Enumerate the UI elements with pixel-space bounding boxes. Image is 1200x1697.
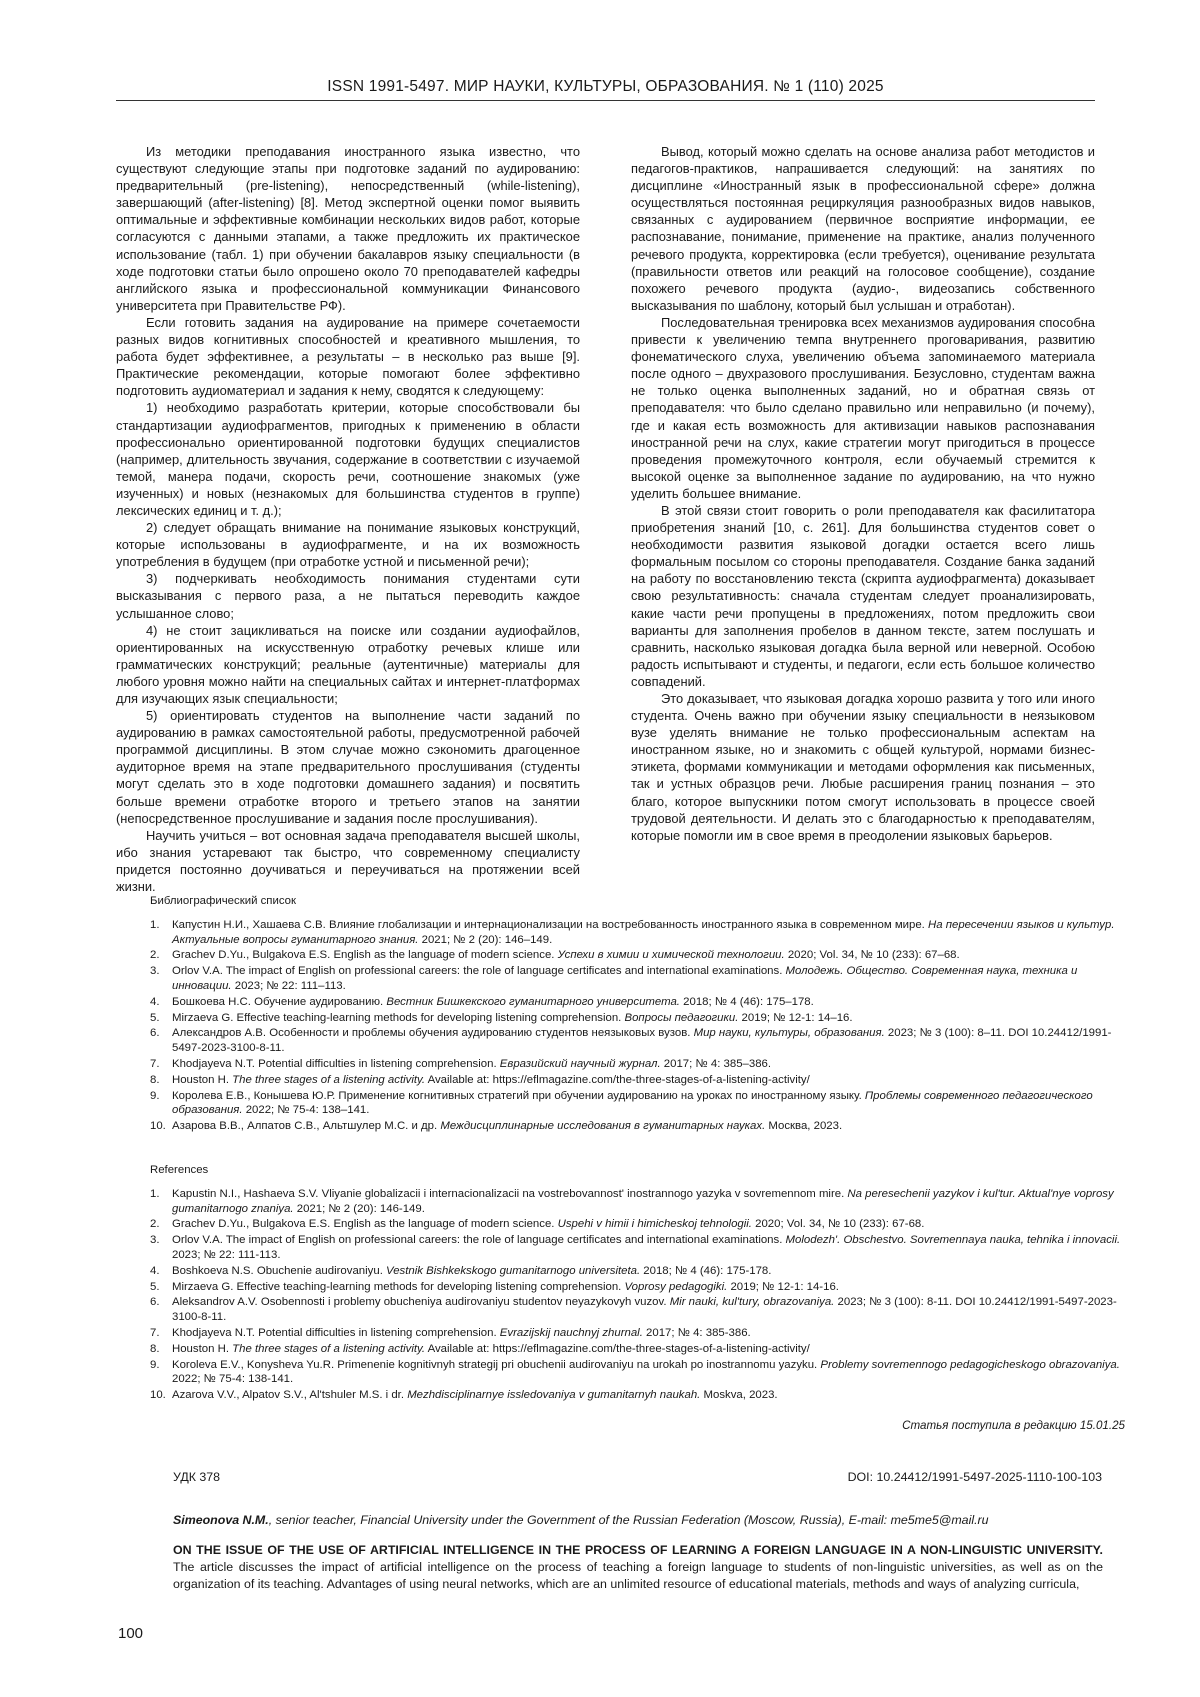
reference-details: 2023; № 3 (100): 8-11. DOI 10.24412/1991-5497-2023-3100-8-11. [172, 1296, 1117, 1324]
reference-item [150, 1342, 1125, 1357]
paragraph: Научить учиться – вот основная задача преподавателя высшей школы, ибо знания устаревают так быстро, что современному специалисту придется постоянно доучиваться и переучиваться на протяжении всей жизни. [116, 827, 580, 895]
doi: DOI: 10.24412/1991-5497-2025-1110-100-103 [847, 1470, 1102, 1484]
reference-number: 7. [150, 1057, 160, 1070]
reference-source: Вопросы педагогики. [624, 1011, 739, 1024]
udk-code: УДК 378 [173, 1470, 221, 1484]
reference-text: Azarova V.V., Alpatov S.V., Al'tshuler M.S. i dr. [172, 1389, 408, 1402]
reference-details: 2023; № 3 (100): 8–11. DOI 10.24412/1991-5497-2023-3100-8-11. [172, 1027, 1112, 1055]
reference-source: The three stages of a listening activity. [232, 1073, 426, 1086]
paragraph: 5) ориентировать студентов на выполнение части заданий по аудированию в рамках самостоятельной работы, предусмотренной рабочей программой дисциплины. В этом случае можно сэкономить драгоценное аудиторное время на этапе предварительного прослушивания (студенты могут сделать это в ходе подготовки домашнего задания) и посвятить больше времени отработке второго и третьего этапов на занятии (непосредственное прослушивание и задания после прослушивания). [116, 708, 580, 826]
reference-item [150, 1358, 1125, 1388]
reference-number: 8. [150, 1073, 160, 1086]
paragraph: 1) необходимо разработать критерии, которые способствовали бы стандартизации аудиофрагментов, пригодных к применению в области профессионально ориентированной подготовки будущих специалистов (например, длительность звучания, содержание в соответствии с изучаемой темой, манера подачи, скорость речи, соотношение знакомых (уже изученных) и новых (незнакомых для большинства студентов в группе) лексических единиц и т. д.); [116, 400, 580, 518]
reference-number: 6. [150, 1296, 160, 1309]
author-name: Simeonova N.M. [173, 1513, 269, 1527]
reference-details: 2022; № 75-4: 138–141. [242, 1104, 370, 1117]
reference-item [150, 1264, 1125, 1279]
reference-source: Междисциплинарные исследования в гуманитарных науках. [440, 1120, 766, 1133]
paragraph: 3) подчеркивать необходимость понимания студентами сути высказывания с первого раза, а не пытаться переводить каждое услышанное слово; [116, 571, 580, 621]
reference-source: На пересечении языков и культур. Актуальные вопросы гуманитарного знания. [172, 918, 1115, 946]
bibliography-ru [150, 894, 1125, 1135]
bibliography-ru-list [150, 918, 1125, 1134]
paragraph: В этой связи стоит говорить о роли преподавателя как фасилитатора приобретения знаний [10, с. 261]. Для большинства студентов совет о необходимости развития языковой догадки остается всего лишь формальным посылом со стороны преподавателя. Создание банка заданий на работу по восстановлению текста (скрипта аудиофрагмента) доказывает свою результативность: сначала студентам следует проанализировать, какие части речи пропущены в предложениях, потом предложить свои варианты для заполнения пробелов в данном тексте, затем послушать и сравнить, насколько языковая догадка была верной или неверной. Особою радость испытывают и студенты, и педагоги, если есть большое количество совпадений. [631, 502, 1095, 689]
reference-text: Азарова В.В., Алпатов С.В., Альтшулер М.С. и др. [172, 1120, 441, 1133]
reference-details: 2023; № 22: 111-113. [172, 1248, 281, 1261]
left-column [116, 143, 580, 895]
reference-text: Kapustin N.I., Hashaeva S.V. Vliyanie globalizacii i internacionalizacii na vostrebovannost' inostrannogo yazyka v sovremennom mire. [172, 1187, 848, 1200]
reference-details: 2020; Vol. 34, № 10 (233): 67–68. [784, 949, 960, 962]
reference-source: Voprosy pedagogiki. [624, 1280, 728, 1293]
received-date: Статья поступила в редакцию 15.01.25 [902, 1419, 1125, 1432]
reference-item [150, 1057, 1125, 1072]
paragraph: 2) следует обращать внимание на понимание языковых конструкций, которые использованы в аудиофрагменте, и на их возможность употребления в будущем (при отработке устной и письменной речи); [116, 520, 580, 570]
reference-details: 2017; № 4: 385–386. [660, 1057, 772, 1070]
right-column [631, 143, 1095, 844]
reference-number: 3. [150, 1234, 160, 1247]
reference-number: 5. [150, 1280, 160, 1293]
running-header: ISSN 1991-5497. МИР НАУКИ, КУЛЬТУРЫ, ОБРАЗОВАНИЯ. № 1 (110) 2025 [327, 78, 884, 95]
bibliography-en [150, 1163, 1125, 1404]
reference-text: Orlov V.A. The impact of English on professional careers: the role of language certificates and international examinations. [172, 965, 786, 978]
reference-number: 9. [150, 1089, 160, 1102]
reference-text: Бошкоева Н.С. Обучение аудированию. [172, 995, 387, 1008]
reference-item [150, 1326, 1125, 1341]
reference-text: Boshkoeva N.S. Obuchenie audirovaniyu. [172, 1264, 387, 1277]
reference-source: Вестник Бишкекского гуманитарного университета. [386, 995, 680, 1008]
paragraph: 4) не стоит зацикливаться на поиске или создании аудиофайлов, ориентированных на искусственную отработку речевых клише или грамматических конструкций; реальные (аутентичные) материалы для любого уровня можно найти на специальных сайтах и интернет-платформах для изучающих язык специальности; [116, 622, 580, 706]
reference-source: Na peresechenii yazykov i kul'tur. Aktual'nye voprosy gumanitarnogo znaniya. [172, 1187, 1114, 1215]
reference-item [150, 1026, 1125, 1056]
reference-text: Mirzaeva G. Effective teaching-learning methods for developing listening comprehension. [172, 1011, 625, 1024]
reference-source: Uspehi v himii i himicheskoj tehnologii. [557, 1218, 752, 1231]
reference-item [150, 1011, 1125, 1026]
reference-number: 1. [150, 918, 160, 931]
reference-item [150, 1295, 1125, 1325]
reference-text: Grachev D.Yu., Bulgakova E.S. English as the language of modern science. [172, 1218, 558, 1231]
reference-number: 3. [150, 965, 160, 978]
reference-details: Москва, 2023. [765, 1120, 843, 1133]
reference-details: 2019; № 12-1: 14-16. [727, 1280, 839, 1293]
reference-details: 2018; № 4 (46): 175–178. [679, 995, 814, 1008]
reference-details: 2021; № 2 (20): 146-149. [293, 1202, 425, 1215]
reference-item [150, 1119, 1125, 1134]
reference-text: Khodjayeva N.T. Potential difficulties in listening comprehension. [172, 1057, 500, 1070]
reference-text: Khodjayeva N.T. Potential difficulties in listening comprehension. [172, 1326, 500, 1339]
reference-item [150, 918, 1125, 948]
reference-details: 2021; № 2 (20): 146–149. [418, 933, 553, 946]
reference-source: Problemy sovremennogo pedagogicheskogo obrazovaniya. [820, 1358, 1120, 1371]
reference-source: Molodezh'. Obschestvo. Sovremennaya nauka, tehnika i innovacii. [785, 1234, 1121, 1247]
reference-item [150, 1187, 1125, 1217]
reference-number: 10. [150, 1120, 166, 1133]
bibliography-en-title: References [150, 1164, 209, 1176]
reference-text: Koroleva E.V., Konysheva Yu.R. Primenenie kognitivnyh strategij pri obuchenii audirovaniyu na urokah po inostrannomu yazyku. [172, 1358, 821, 1371]
reference-source: Евразийский научный журнал. [499, 1057, 661, 1070]
paragraph: Последовательная тренировка всех механизмов аудирования способна привести к увеличению темпа внутреннего проговаривания, развитию фонематического слуха, увеличению объема запоминаемого материала после одного – двухразового прослушивания. Безусловно, студентам важна не только оценка выполненных заданий, но и обратная связь от преподавателя: что было сделано правильно или неправильно (и почему), где и какая есть возможность для активизации навыков распознавания иностранной речи на слух, какие стратегии могут пригодиться в процессе проведения промежуточного контроля, если обучаемый стремится к высокой оценке за выполненное задание по аудированию, на что нужно уделить большее внимание. [631, 314, 1095, 501]
reference-number: 5. [150, 1011, 160, 1024]
reference-number: 2. [150, 949, 160, 962]
abstract [173, 1542, 1103, 1593]
bibliography-en-list [150, 1187, 1125, 1403]
reference-text: Aleksandrov A.V. Osobennosti i problemy obucheniya audirovaniyu studentov neyazykovyh vuzov. [172, 1296, 670, 1309]
reference-source: The three stages of a listening activity. [232, 1342, 426, 1355]
reference-number: 6. [150, 1027, 160, 1040]
reference-item [150, 995, 1125, 1010]
paragraph: Это доказывает, что языковая догадка хорошо развита у того или иного студента. Очень важно при обучении языку специальности в неязыковом вузе уделять внимание не только профессиональным аспектам на иностранном языке, но и знакомить с общей культурой, нормами бизнес-этикета, формами коммуникации и методами оформления как письменных, так и устных образцов речи. Любые расширения границ познания – это благо, которое выпускники потом смогут использовать в процессе своей трудовой деятельности. И делать это с благодарностью к преподавателям, которые помогли им в свое время в преодолении языковых барьеров. [631, 691, 1095, 843]
reference-source: Evrazijskij nauchnyj zhurnal. [499, 1326, 643, 1339]
reference-text: Капустин Н.И., Хашаева С.В. Влияние глобализации и интернационализации на востребованность иностранного языка в современном мире. [172, 918, 929, 931]
reference-text: Mirzaeva G. Effective teaching-learning methods for developing listening comprehension. [172, 1280, 625, 1293]
reference-text: Houston H. [172, 1073, 233, 1086]
paragraph: Из методики преподавания иностранного языка известно, что существуют следующие этапы при подготовке заданий по аудированию: предварительный (pre-listening), непосредственный (while-listening), завершающий (after-listening) [8]. Метод экспертной оценки помог выявить оптимальные и эффективные комбинации нескольких видов работ, которые согласуются с данными этапами, а также предложить их практическое использование (табл. 1) при обучении бакалавров языку специальности (в ходе подготовки статьи было опрошено около 70 преподавателей кафедры английского языка и профессиональной коммуникации Финансового университета при Правительстве РФ). [116, 144, 580, 313]
reference-item [150, 1089, 1125, 1119]
reference-number: 7. [150, 1326, 160, 1339]
reference-number: 4. [150, 1264, 160, 1277]
reference-number: 1. [150, 1187, 160, 1200]
reference-item [150, 1280, 1125, 1295]
reference-source: Vestnik Bishkekskogo gumanitarnogo universiteta. [386, 1264, 641, 1277]
page-number: 100 [118, 1625, 144, 1642]
reference-item [150, 948, 1125, 963]
reference-source: Мир науки, культуры, образования. [693, 1027, 885, 1040]
reference-source: Mezhdisciplinarnye issledovaniya v gumanitarnyh naukah. [407, 1389, 701, 1402]
reference-text: Королева Е.В., Конышева Ю.Р. Применение когнитивных стратегий при обучении аудированию на уроках по иностранному языку. [172, 1089, 865, 1102]
reference-details: 2019; № 12-1: 14–16. [738, 1011, 853, 1024]
article-title: ON THE ISSUE OF THE USE OF ARTIFICIAL INTELLIGENCE IN THE PROCESS OF LEARNING A FOREIGN LANGUAGE IN A NON-LINGUISTIC UNIVERSITY. [173, 1543, 1103, 1557]
bibliography-ru-title: Библиографический список [150, 895, 296, 907]
reference-item [150, 1217, 1125, 1232]
reference-details: Available at: https://eflmagazine.com/the-three-stages-of-a-listening-activity/ [425, 1342, 810, 1355]
reference-details: 2022; № 75-4: 138-141. [172, 1373, 294, 1386]
reference-text: Houston H. [172, 1342, 233, 1355]
reference-text: Orlov V.A. The impact of English on professional careers: the role of language certificates and international examinations. [172, 1234, 786, 1247]
reference-details: Moskva, 2023. [700, 1389, 778, 1402]
reference-details: 2017; № 4: 385-386. [642, 1326, 751, 1339]
reference-number: 2. [150, 1218, 160, 1231]
paragraph: Вывод, который можно сделать на основе анализа работ методистов и педагогов-практиков, напрашивается следующий: на занятиях по дисциплине «Иностранный язык в профессиональной сфере» должна осуществляться постоянная рециркуляция разнообразных видов навыков, связанных с аудированием (первичное восприятие информации, ее распознавание, понимание, применение на практике, анализ полученного речевого продукта, корректировка (если требуется), оценивание результата (правильности ответов или реакций на голосовое сообщение), создание похожего речевого продукта (аудио-, видеозапись собственного высказывания по шаблону, который был услышан и отработан). [631, 144, 1095, 313]
reference-item [150, 1388, 1125, 1403]
reference-number: 4. [150, 995, 160, 1008]
reference-item [150, 964, 1125, 994]
reference-details: 2023; № 22: 111–113. [231, 979, 346, 992]
reference-source: Успехи в химии и химической технологии. [557, 949, 785, 962]
reference-text: Grachev D.Yu., Bulgakova E.S. English as the language of modern science. [172, 949, 558, 962]
author-affiliation: , senior teacher, Financial University under the Government of the Russian Federation (Moscow, Russia), E-mail: me5me5@mail.ru [268, 1513, 989, 1527]
reference-details: 2018; № 4 (46): 175-178. [640, 1264, 772, 1277]
reference-source: Mir nauki, kul'tury, obrazovaniya. [669, 1296, 835, 1309]
reference-item [150, 1073, 1125, 1088]
abstract-text: The article discusses the impact of artificial intelligence on the process of teaching a foreign language to students of non-linguistic universities, as well as on the organization of its teaching. Advantages of using neural networks, which are an unlimited resource of educational materials, methods and ways of analyzing curricula, [173, 1560, 1103, 1591]
reference-text: Александров А.В. Особенности и проблемы обучения аудированию студентов неязыковых вузов. [172, 1027, 694, 1040]
header-rule [116, 100, 1095, 101]
reference-number: 8. [150, 1342, 160, 1355]
reference-source: Проблемы современного педагогического образования. [172, 1089, 1093, 1117]
author-line [173, 1513, 1103, 1527]
paragraph: Если готовить задания на аудирование на примере сочетаемости разных видов когнитивных способностей и креативного мышления, то работа будет эффективнее, а результаты – в несколько раз выше [9]. Практические рекомендации, которые помогают более эффективно подготовить аудиоматериал и задания к нему, сводятся к следующему: [116, 314, 580, 399]
reference-number: 10. [150, 1389, 166, 1402]
reference-details: 2020; Vol. 34, № 10 (233): 67-68. [751, 1218, 925, 1231]
reference-number: 9. [150, 1358, 160, 1371]
reference-item [150, 1233, 1125, 1263]
reference-source: Молодежь. Общество. Современная наука, техника и инновации. [172, 965, 1078, 992]
reference-details: Available at: https://eflmagazine.com/the-three-stages-of-a-listening-activity/ [425, 1073, 810, 1086]
